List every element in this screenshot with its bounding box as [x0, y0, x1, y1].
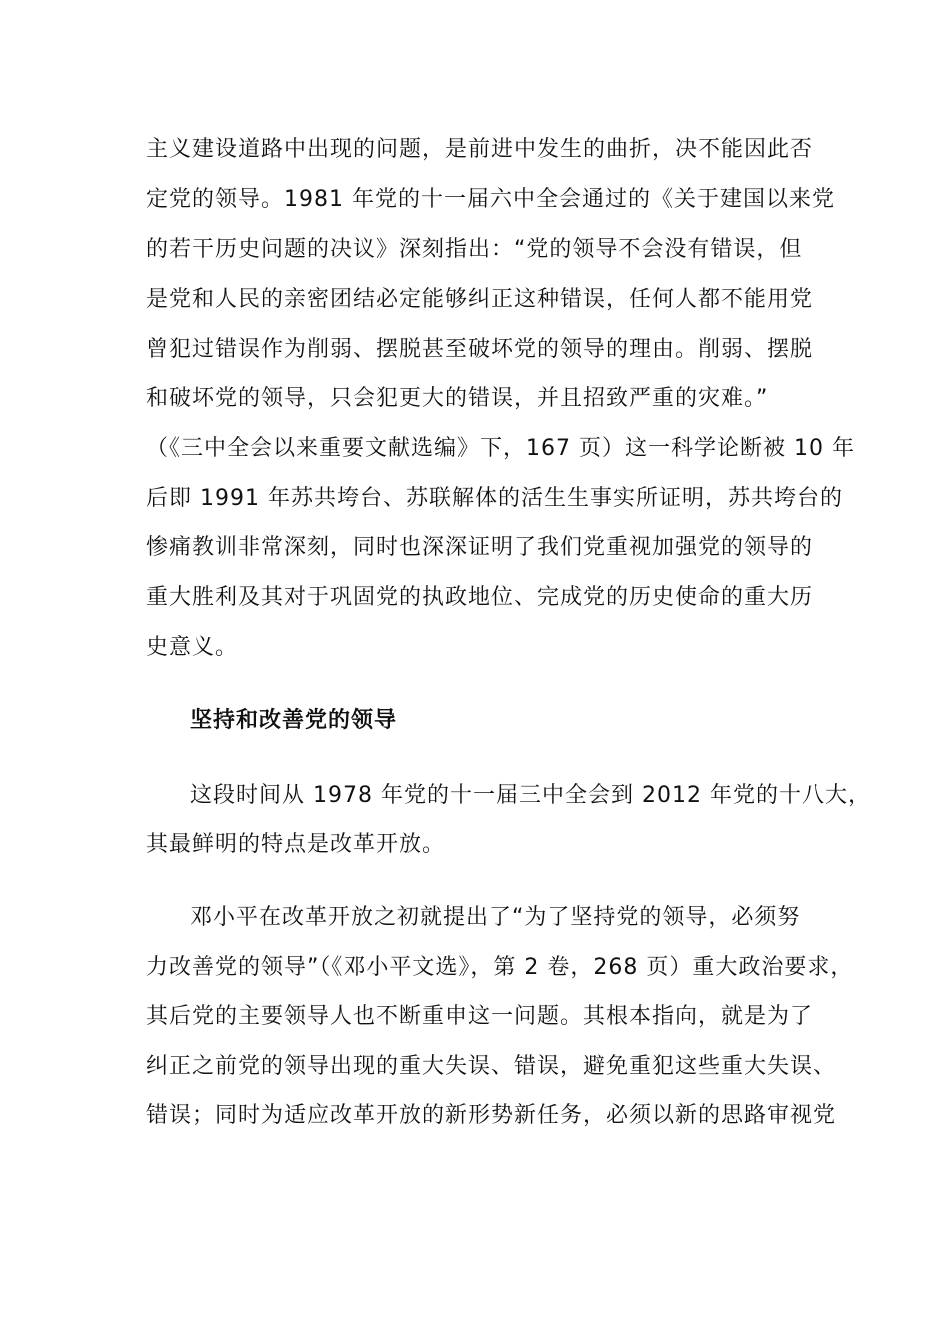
- paragraph-line: 邓小平在改革开放之初就提出了“为了坚持党的领导，必须努: [190, 905, 801, 930]
- paragraph-line: 错误；同时为适应改革开放的新形势新任务，必须以新的思路审视党: [146, 1103, 837, 1128]
- paragraph-line: 重大胜利及其对于巩固党的执政地位、完成党的历史使命的重大历: [146, 585, 814, 610]
- paragraph-line: 曾犯过错误作为削弱、摆脱甚至破坏党的领导的理由。削弱、摆脱: [146, 337, 814, 362]
- paragraph-line: 史意义。: [146, 635, 239, 660]
- paragraph-line: 后即 1991 年苏共垮台、苏联解体的活生生事实所证明，苏共垮台的: [146, 486, 843, 511]
- paragraph-line: 是党和人民的亲密团结必定能够纠正这种错误，任何人都不能用党: [146, 287, 814, 312]
- paragraph-line: 纠正之前党的领导出现的重大失误、错误，避免重犯这些重大失误、: [146, 1054, 837, 1079]
- paragraph-line: （《三中全会以来重要文献选编》下，167 页）这一科学论断被 10 年: [146, 436, 855, 461]
- section-heading: 坚持和改善党的领导: [190, 708, 398, 733]
- paragraph-line: 惨痛教训非常深刻，同时也深深证明了我们党重视加强党的领导的: [146, 535, 814, 560]
- paragraph-line: 定党的领导。1981 年党的十一届六中全会通过的《关于建国以来党: [146, 187, 835, 212]
- paragraph-line: 和破坏党的领导，只会犯更大的错误，并且招致严重的灾难。”: [146, 386, 769, 411]
- paragraph-line: 主义建设道路中出现的问题，是前进中发生的曲折，决不能因此否: [146, 137, 814, 162]
- paragraph-line: 这段时间从 1978 年党的十一届三中全会到 2012 年党的十八大，: [190, 783, 871, 808]
- paragraph-line: 的若干历史问题的决议》深刻指出：“党的领导不会没有错误，但: [146, 237, 803, 262]
- paragraph-line: 其最鲜明的特点是改革开放。: [146, 832, 446, 857]
- paragraph-line: 其后党的主要领导人也不断重申这一问题。其根本指向，就是为了: [146, 1004, 814, 1029]
- paragraph-line: 力改善党的领导”（《邓小平文选》，第 2 卷，268 页）重大政治要求，: [146, 955, 854, 980]
